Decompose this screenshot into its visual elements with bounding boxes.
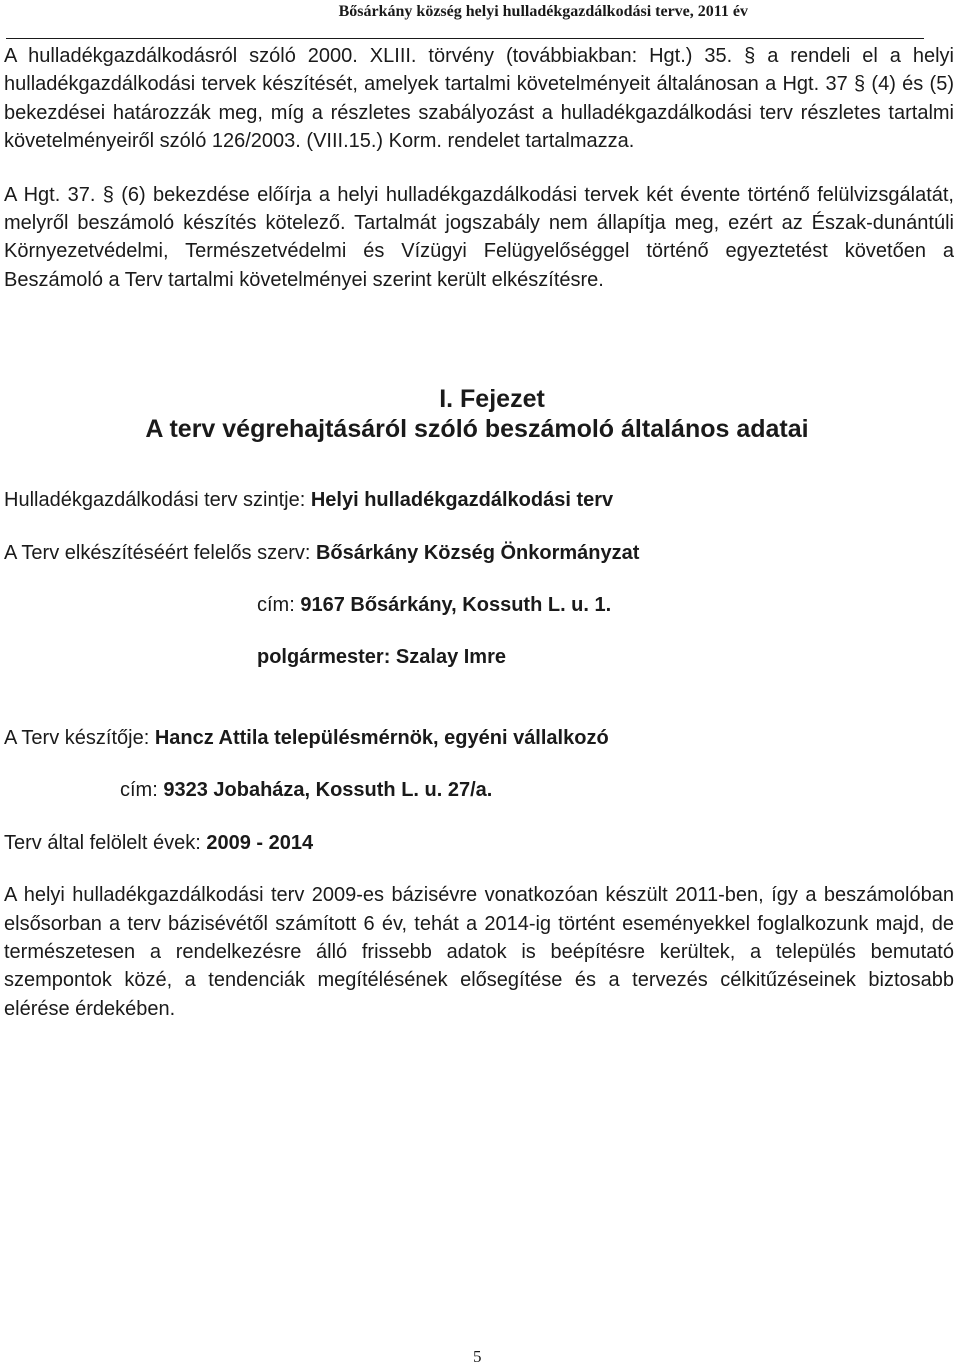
- field-author-address: [4, 776, 954, 804]
- chapter-number: I. Fejezet: [439, 385, 545, 414]
- intro-paragraph-review: A Hgt. 37. § (6) bekezdése előírja a helyi hulladékgazdálkodási tervek két évente történő felülvizsgálatát, melyről beszámoló készítés kötelező. Tartalmát jogszabály nem állapítja meg, ezért az Észak-dunántúli Környezetvédelmi, Természetvédelmi és Vízügyi Felügyelőséggel történő egyeztetést követően a Beszámoló a Terv tartalmi követelményei szerint került elkészítésre.: [4, 183, 954, 291]
- field-author-address-label: cím:: [120, 779, 164, 802]
- chapter-title: A terv végrehajtásáról szóló beszámoló általános adatai: [145, 415, 809, 444]
- field-mayor-value: polgármester: Szalay Imre: [257, 646, 506, 669]
- closing-paragraph: A helyi hulladékgazdálkodási terv 2009-es bázisévre vonatkozóan készült 2011-ben, így a beszámolóban elsősorban a terv bázisévétől számított 6 év, tehát a 2014-ig történt eseményekkel foglalkozunk majd, de természetesen a rendelkezésre álló frissebb adatok is beépítésre kerültek, a település bemutató szempontok közé, a tendenciák megítélésének elősegítése és a tervezés célkitűzéseinek biztosabb elérése érdekében.: [4, 884, 954, 1020]
- field-responsible-address: [4, 591, 954, 619]
- field-responsible-body: [4, 539, 954, 567]
- field-years-label: Terv által felölelt évek:: [4, 831, 207, 854]
- field-author-address-value: 9323 Jobaháza, Kossuth L. u. 27/a.: [163, 779, 493, 802]
- field-plan-level-value: Helyi hulladékgazdálkodási terv: [310, 489, 614, 512]
- intro-paragraph-legal-basis: A hulladékgazdálkodásról szóló 2000. XLIII. törvény (továbbiakban: Hgt.) 35. § a rendeli el a helyi hulladékgazdálkodási tervek készítését, amelyek tartalmi követelményeit általánosan a Hgt. 37 § (4) és (5) bekezdései határozzák meg, míg a részletes szabályozást a hulladékgazdálkodási terv részletes tartalmi követelményeiről szóló 126/2003. (VIII.15.) Korm. rendelet tartalmazza.: [4, 45, 954, 153]
- running-header: Bősárkány község helyi hulladékgazdálkodási terve, 2011 év: [338, 3, 748, 20]
- page-number: 5: [473, 1347, 482, 1366]
- field-plan-author: [4, 724, 954, 752]
- field-plan-level: [4, 486, 954, 514]
- field-plan-level-label: Hulladékgazdálkodási terv szintje:: [4, 489, 311, 512]
- field-responsible-value: Bősárkány Község Önkormányzat: [315, 541, 640, 564]
- field-responsible-address-label: cím:: [257, 594, 301, 617]
- field-responsible-address-value: 9167 Bősárkány, Kossuth L. u. 1.: [300, 594, 612, 617]
- field-author-value: Hancz Attila településmérnök, egyéni vállalkozó: [154, 726, 609, 749]
- field-author-label: A Terv készítője:: [4, 726, 155, 749]
- field-years-value: 2009 - 2014: [206, 831, 314, 854]
- header-rule: [6, 38, 924, 39]
- field-responsible-label: A Terv elkészítéséért felelős szerv:: [4, 541, 316, 564]
- page-content: [4, 42, 954, 1023]
- field-mayor: [4, 643, 954, 671]
- field-plan-years: [4, 829, 954, 857]
